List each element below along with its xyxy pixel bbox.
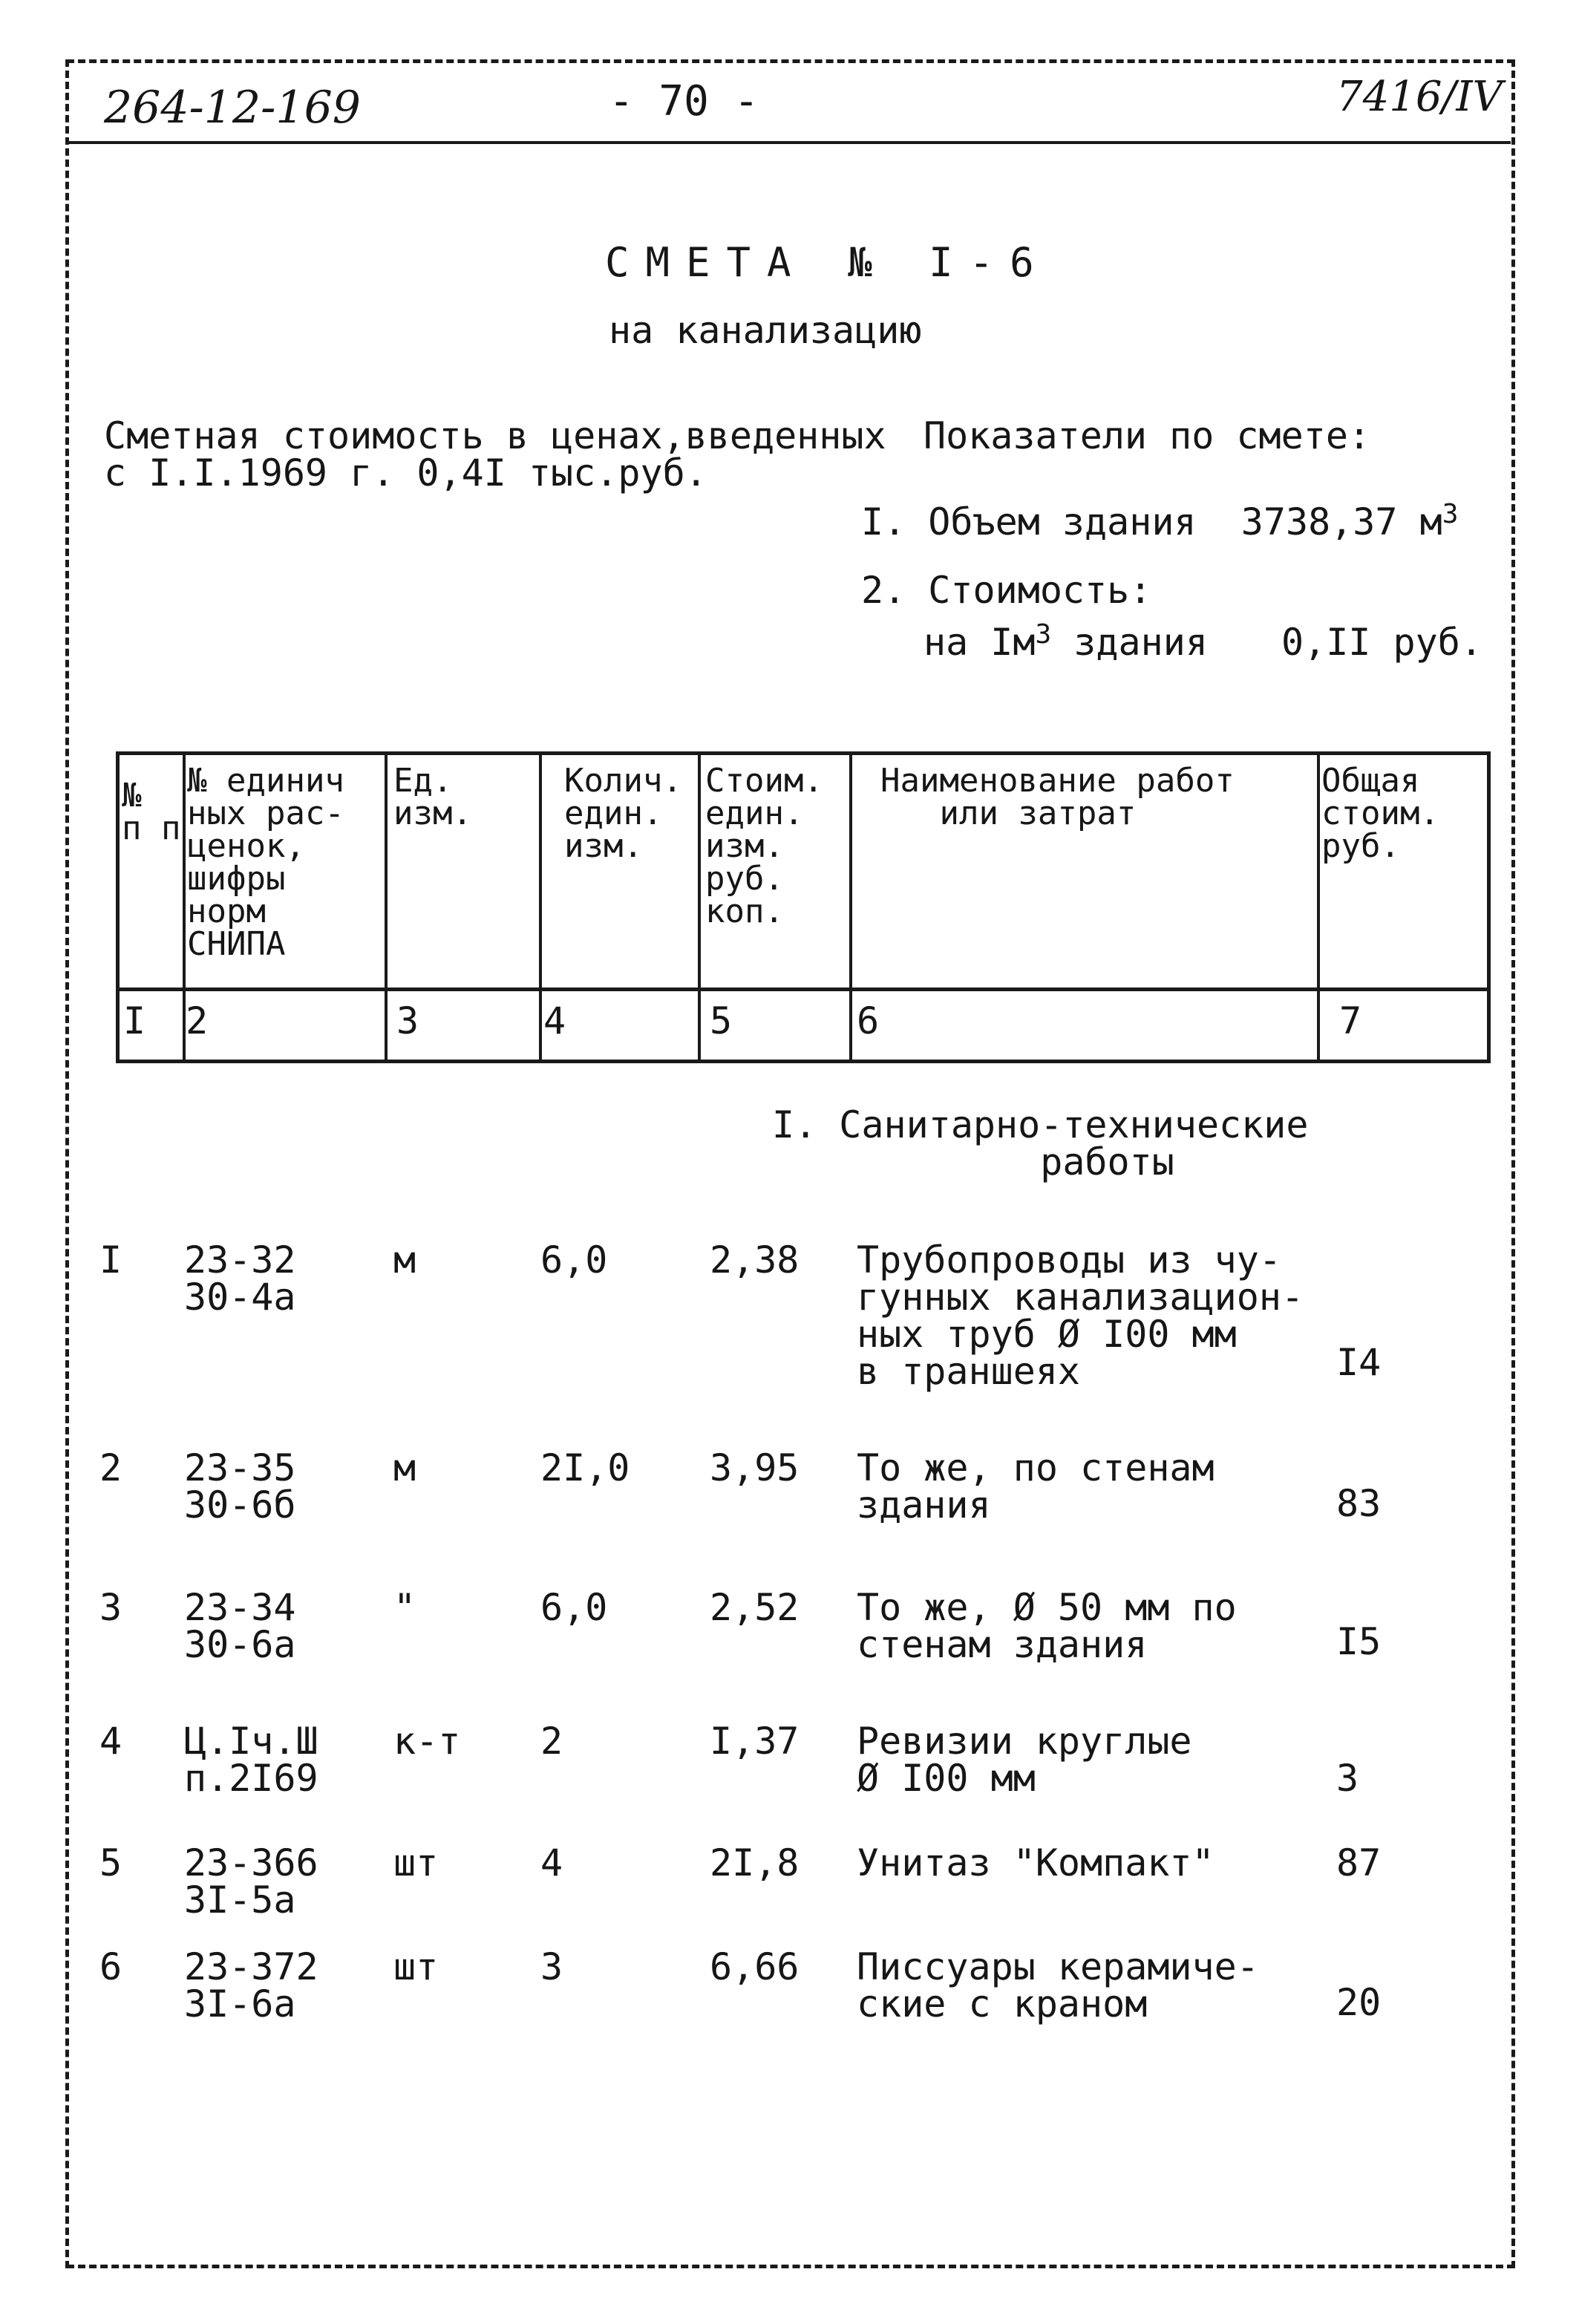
row-5-total: 87 (1336, 1841, 1382, 1884)
header-col-5: Стоим. един. изм. руб. коп. (705, 762, 823, 930)
row-3-total: I5 (1336, 1620, 1382, 1663)
header-col-2: № единич ных рас- ценок, шифры норм СНИПА (187, 762, 344, 963)
row-6-qty: 3 (540, 1945, 563, 1988)
doc-code: 264-12-169 (104, 82, 361, 134)
row-2-name: То же, по стенам здания (857, 1446, 1215, 1527)
row-3-unit: " (393, 1586, 416, 1629)
row-3-price: 2,52 (710, 1586, 800, 1629)
row-4-price: I,37 (710, 1720, 800, 1763)
row-5-number: 5 (99, 1841, 122, 1884)
row-4-code: Ц.Iч.Ш п.2I69 (184, 1720, 318, 1800)
indicator-cost-value: 0,II руб. (1281, 621, 1482, 664)
indicators-heading: Показатели по смете: (923, 414, 1371, 457)
row-1-price: 2,38 (710, 1238, 800, 1282)
row-1-number: I (99, 1238, 122, 1282)
col-divider-2 (385, 751, 388, 1063)
row-4-name: Ревизии круглые Ø I00 мм (857, 1720, 1192, 1800)
col-number-1: I (123, 999, 146, 1042)
row-3-code: 23-34 30-6а (184, 1586, 296, 1666)
row-2-unit: м (393, 1446, 416, 1489)
row-3-qty: 6,0 (540, 1586, 608, 1629)
header-col-7: Общая стоим. руб. (1321, 762, 1439, 865)
row-2-number: 2 (99, 1446, 122, 1489)
indicator-cost-label: 2. Стоимость: (861, 569, 1152, 612)
row-2-total: 83 (1336, 1482, 1382, 1525)
row-5-unit: шт (393, 1841, 439, 1884)
indicator-volume-label: I. Объем здания (861, 500, 1197, 544)
indicator-volume (861, 499, 1459, 544)
page-frame-left (65, 59, 69, 2268)
row-4-qty: 2 (540, 1720, 563, 1763)
row-6-total: 20 (1336, 1981, 1382, 2024)
indicator-cost-per-m3 (923, 619, 1208, 664)
col-number-5: 5 (710, 999, 733, 1042)
header-col-3: Ед. изм. (393, 762, 472, 832)
section-title: I. Санитарно-технические работы (772, 1103, 1309, 1184)
row-2-code: 23-35 30-6б (184, 1446, 296, 1527)
row-5-qty: 4 (540, 1841, 563, 1884)
header-col-4: Колич. един. изм. (564, 762, 682, 865)
row-6-name: Писсуары керамиче- ские с краном (857, 1945, 1259, 2026)
row-3-number: 3 (99, 1586, 122, 1629)
col-divider-6 (1317, 751, 1320, 1063)
col-number-4: 4 (543, 999, 566, 1042)
row-4-total: 3 (1336, 1757, 1359, 1800)
row-2-qty: 2I,0 (540, 1446, 630, 1489)
page-frame-top (67, 59, 1514, 63)
col-number-6: 6 (857, 999, 880, 1042)
row-6-number: 6 (99, 1945, 122, 1988)
row-5-code: 23-366 3I-5а (184, 1841, 318, 1922)
row-1-qty: 6,0 (540, 1238, 608, 1282)
row-6-code: 23-372 3I-6а (184, 1945, 318, 2026)
row-5-price: 2I,8 (710, 1841, 800, 1884)
document-subtitle: на канализацию (609, 309, 922, 352)
header-col-6: Наименование работ или затрат (880, 762, 1235, 832)
row-1-name: Трубопроводы из чу- гунных канализацион- ных труб Ø I00 мм в траншеях (857, 1238, 1304, 1393)
row-4-unit: к-т (393, 1720, 461, 1763)
cost-note-line2: с I.I.1969 г. 0,4I тыс.руб. (104, 451, 707, 494)
row-1-code: 23-32 30-4а (184, 1238, 296, 1319)
header-col-1: № п п (122, 777, 181, 847)
row-4-number: 4 (99, 1720, 122, 1763)
col-number-7: 7 (1339, 999, 1362, 1042)
indicator-cost-sub-tail: здания (1051, 621, 1208, 664)
col-divider-4 (698, 751, 701, 1063)
page-frame-right (1511, 59, 1515, 2268)
row-6-price: 6,66 (710, 1945, 800, 1988)
row-2-price: 3,95 (710, 1446, 800, 1489)
row-1-total: I4 (1336, 1341, 1382, 1384)
cost-note-line1: Сметная стоимость в ценах,введенных (104, 414, 886, 457)
row-6-unit: шт (393, 1945, 439, 1988)
indicator-cost-sub-exp: 3 (1035, 619, 1052, 650)
col-divider-5 (849, 751, 852, 1063)
row-1-unit: м (393, 1238, 416, 1282)
indicator-volume-value: 3738,37 м (1240, 500, 1442, 544)
page-frame-bottom (67, 2265, 1514, 2268)
header-number-divider (116, 988, 1491, 991)
col-number-3: 3 (396, 999, 419, 1042)
archive-number: 7416/IV (1336, 73, 1503, 121)
indicator-cost-sub-label: на Iм (923, 621, 1036, 664)
col-divider-3 (539, 751, 542, 1063)
row-5-name: Унитаз "Компакт" (857, 1841, 1215, 1884)
col-number-2: 2 (186, 999, 209, 1042)
header-rule (67, 141, 1511, 144)
row-3-name: То же, Ø 50 мм по стенам здания (857, 1586, 1237, 1666)
page-number: - 70 - (609, 77, 759, 125)
indicator-volume-exp: 3 (1442, 499, 1459, 529)
document-title: СМЕТА № I-6 (605, 239, 1050, 286)
